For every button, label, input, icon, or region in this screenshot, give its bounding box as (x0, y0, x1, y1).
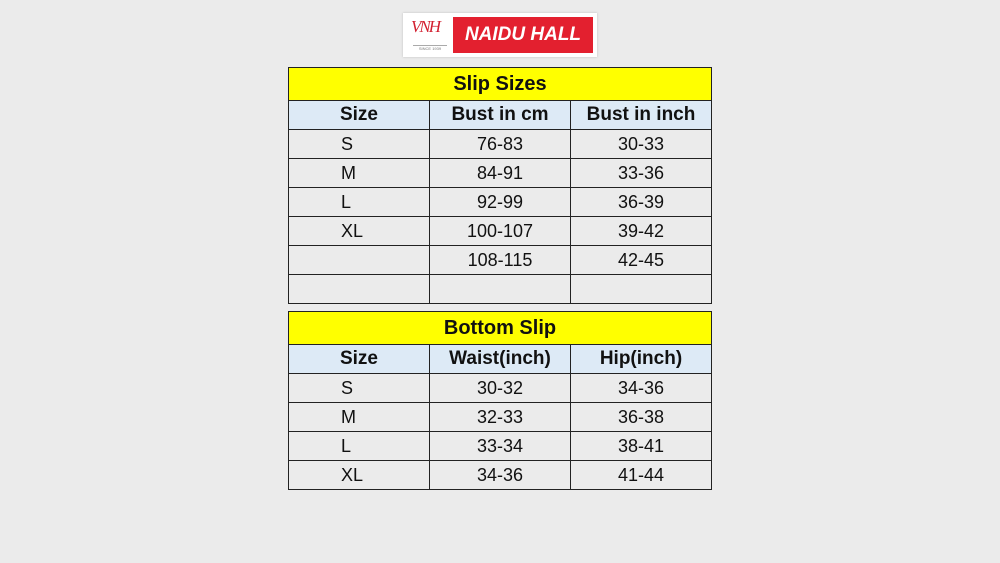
table-cell: 30-33 (571, 130, 712, 159)
column-header: Size (289, 101, 430, 130)
bottom-slip-table (288, 311, 712, 490)
table-cell: XL (289, 461, 430, 490)
slip-sizes-table (288, 67, 712, 304)
table-cell: 76-83 (430, 130, 571, 159)
table-cell: 100-107 (430, 217, 571, 246)
table-row (289, 374, 712, 403)
table-cell: L (289, 432, 430, 461)
table-cell: 32-33 (430, 403, 571, 432)
table-cell: L (289, 188, 430, 217)
table-title: Bottom Slip (289, 312, 712, 345)
table-cell: 33-34 (430, 432, 571, 461)
table-row (289, 432, 712, 461)
logo-monogram: VNH (411, 17, 439, 36)
table-cell: 36-38 (571, 403, 712, 432)
table-cell: S (289, 130, 430, 159)
table-row (289, 188, 712, 217)
table-cell: 84-91 (430, 159, 571, 188)
table-row (289, 159, 712, 188)
table-title: Slip Sizes (289, 68, 712, 101)
table-cell (289, 246, 430, 275)
table-cell: M (289, 403, 430, 432)
column-header: Bust in inch (571, 101, 712, 130)
column-header: Bust in cm (430, 101, 571, 130)
table-cell: 33-36 (571, 159, 712, 188)
table-row (289, 403, 712, 432)
table-cell: M (289, 159, 430, 188)
logo-brand: NAIDU HALL (453, 17, 593, 53)
table-cell (430, 275, 571, 304)
table-cell: 36-39 (571, 188, 712, 217)
table-cell: 108-115 (430, 246, 571, 275)
table-cell (289, 275, 430, 304)
table-cell: 38-41 (571, 432, 712, 461)
column-header: Size (289, 345, 430, 374)
table-cell: 41-44 (571, 461, 712, 490)
table-cell (571, 275, 712, 304)
table-row (289, 275, 712, 304)
table-row (289, 130, 712, 159)
column-header: Waist(inch) (430, 345, 571, 374)
table-cell: XL (289, 217, 430, 246)
table-cell: 39-42 (571, 217, 712, 246)
table-row (289, 246, 712, 275)
logo-since: SINCE 1939 (413, 45, 447, 51)
table-cell: 34-36 (430, 461, 571, 490)
table-row (289, 217, 712, 246)
table-cell: 92-99 (430, 188, 571, 217)
table-cell: S (289, 374, 430, 403)
naidu-hall-logo (403, 13, 597, 57)
table-cell: 42-45 (571, 246, 712, 275)
table-cell: 34-36 (571, 374, 712, 403)
column-header: Hip(inch) (571, 345, 712, 374)
table-row (289, 461, 712, 490)
table-cell: 30-32 (430, 374, 571, 403)
